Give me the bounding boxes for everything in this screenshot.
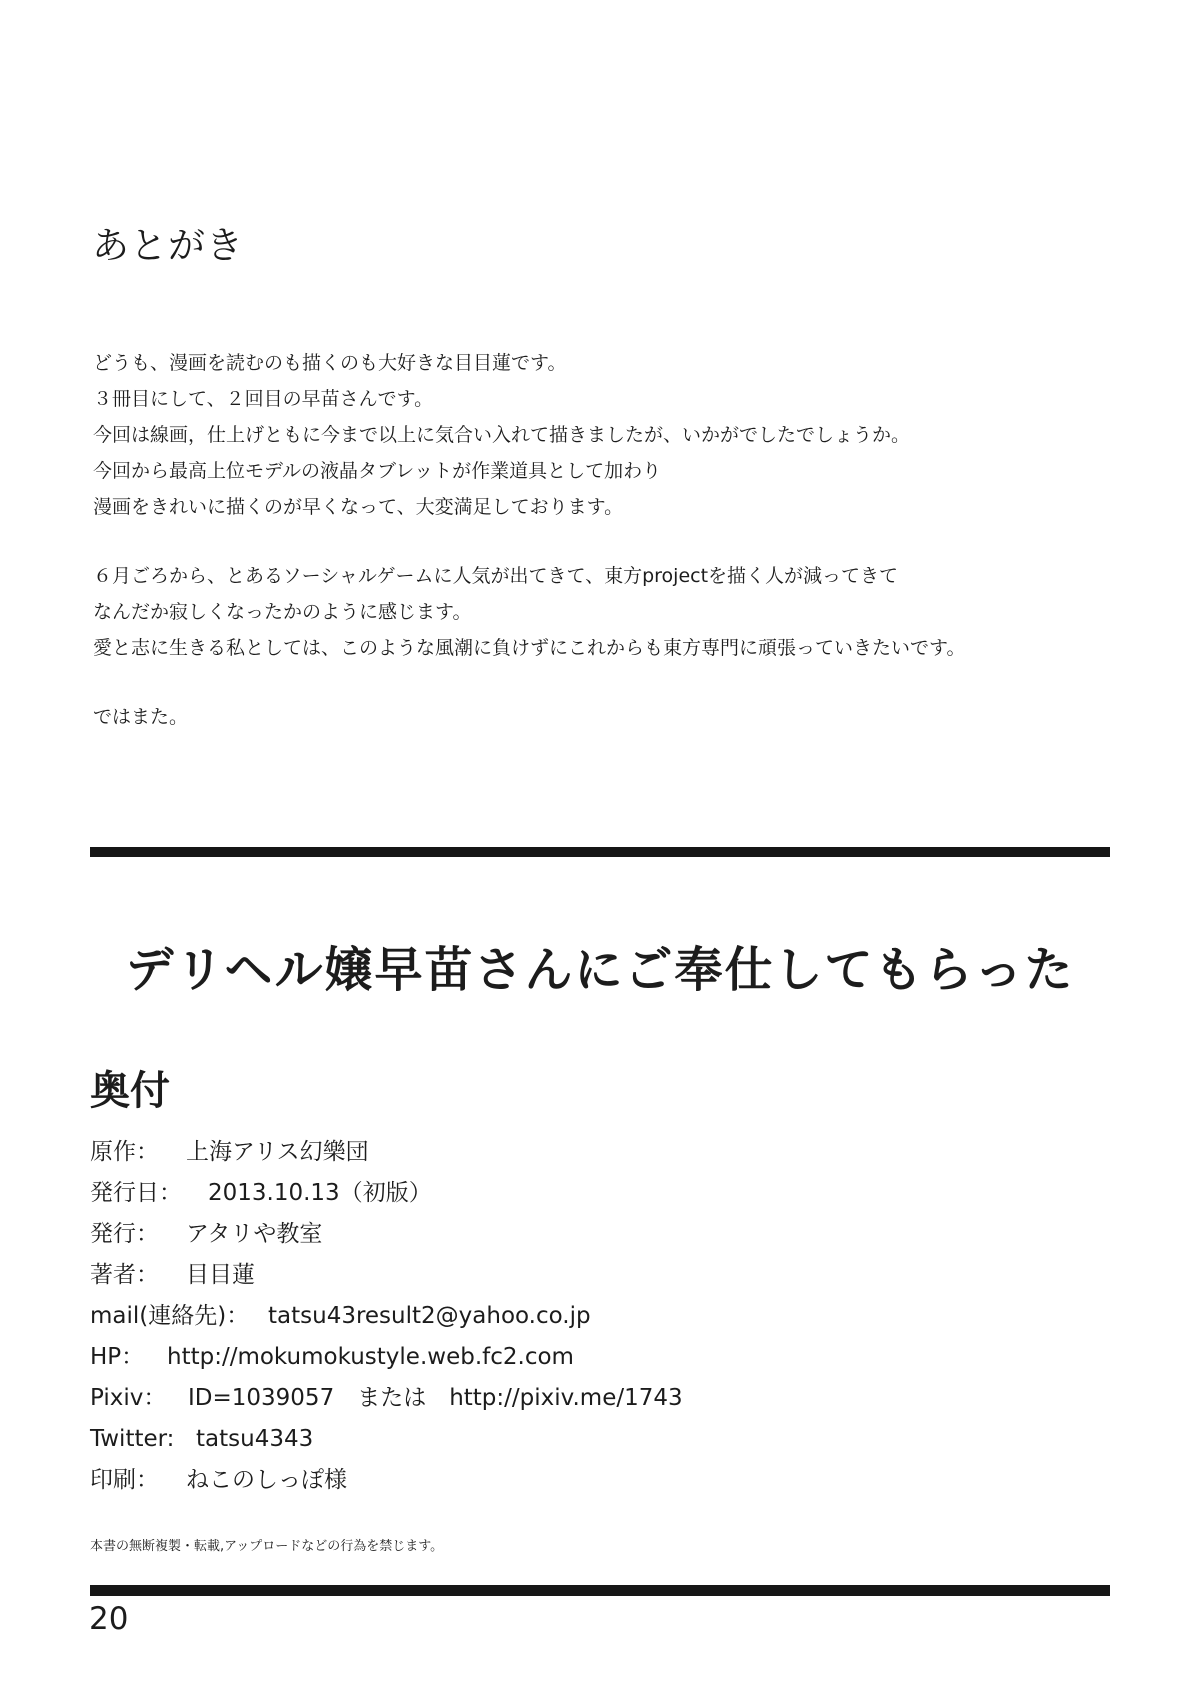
colophon-row-original-work [90, 1132, 1090, 1173]
colophon-row-author [90, 1255, 1090, 1296]
afterword-line: ６月ごろから、とあるソーシャルゲームに人気が出てきて、東方projectを描く人が減ってきて [93, 565, 899, 587]
colophon-label: mail(連絡先)： [90, 1303, 250, 1329]
twitter-handle: tatsu4343 [196, 1426, 314, 1452]
colophon-value: ねこのしっぽ様 [186, 1467, 347, 1493]
colophon-row-homepage [90, 1337, 1090, 1378]
afterword-line: ではまた。 [93, 706, 189, 728]
colophon-label: Twitter: [90, 1426, 175, 1452]
colophon-row-publisher [90, 1214, 1090, 1255]
page-number: 20 [89, 1601, 129, 1637]
afterword-line: ３冊目にして、２回目の早苗さんです。 [93, 388, 434, 410]
colophon-value: 2013.10.13（初版） [208, 1180, 432, 1206]
section-divider-top [90, 847, 1110, 857]
section-divider-bottom [90, 1585, 1110, 1596]
colophon-label: HP： [90, 1344, 145, 1370]
afterword-body [93, 345, 1113, 735]
colophon-row-twitter [90, 1419, 1090, 1460]
colophon-list [90, 1132, 1090, 1501]
colophon-row-mail [90, 1296, 1090, 1337]
afterword-line: 愛と志に生きる私としては、このような風潮に負けずにこれからも東方専門に頑張っていきたいです。 [93, 637, 966, 659]
afterword-heading: あとがき [92, 224, 244, 267]
afterword-line: なんだか寂しくなったかのように感じます。 [93, 601, 472, 623]
colophon-label: 発行日： [90, 1180, 182, 1206]
afterword-line: どうも、漫画を読むのも描くのも大好きな目目蓮です。 [93, 352, 567, 374]
colophon-label: 著者： [90, 1262, 159, 1288]
book-title: デリヘル嬢早苗さんにご奉仕してもらった [125, 942, 1075, 998]
afterword-line: 漫画をきれいに描くのが早くなって、大変満足しております。 [93, 496, 624, 518]
colophon-row-printer [90, 1460, 1090, 1501]
copyright-notice: 本書の無断複製・転載,アップロードなどの行為を禁じます。 [90, 1539, 444, 1554]
colophon-label: 発行： [90, 1221, 159, 1247]
afterword-paragraph [93, 699, 1113, 735]
homepage-url: http://mokumokustyle.web.fc2.com [167, 1344, 574, 1370]
colophon-label: Pixiv： [90, 1385, 167, 1411]
paragraph-gap [93, 525, 1113, 558]
colophon-value: アタリや教室 [186, 1221, 323, 1247]
contact-email: tatsu43result2@yahoo.co.jp [268, 1303, 591, 1329]
afterword-line: 今回は線画，仕上げともに今まで以上に気合い入れて描きましたが、いかがでしたでしょうか。 [93, 424, 911, 446]
afterword-paragraph [93, 558, 1113, 666]
colophon-value: 上海アリス幻樂団 [186, 1139, 369, 1165]
colophon-row-pixiv [90, 1378, 1090, 1419]
colophon-label: 印刷： [90, 1467, 159, 1493]
paragraph-gap [93, 666, 1113, 699]
colophon-value: 目目蓮 [186, 1262, 255, 1288]
afterword-paragraph [93, 345, 1113, 525]
afterword-line: 今回から最高上位モデルの液晶タブレットが作業道具として加わり [93, 460, 662, 482]
colophon-heading: 奥付 [90, 1068, 170, 1114]
pixiv-info: ID=1039057 または http://pixiv.me/1743 [188, 1385, 683, 1411]
colophon-label: 原作： [90, 1139, 159, 1165]
colophon-row-publish-date [90, 1173, 1090, 1214]
